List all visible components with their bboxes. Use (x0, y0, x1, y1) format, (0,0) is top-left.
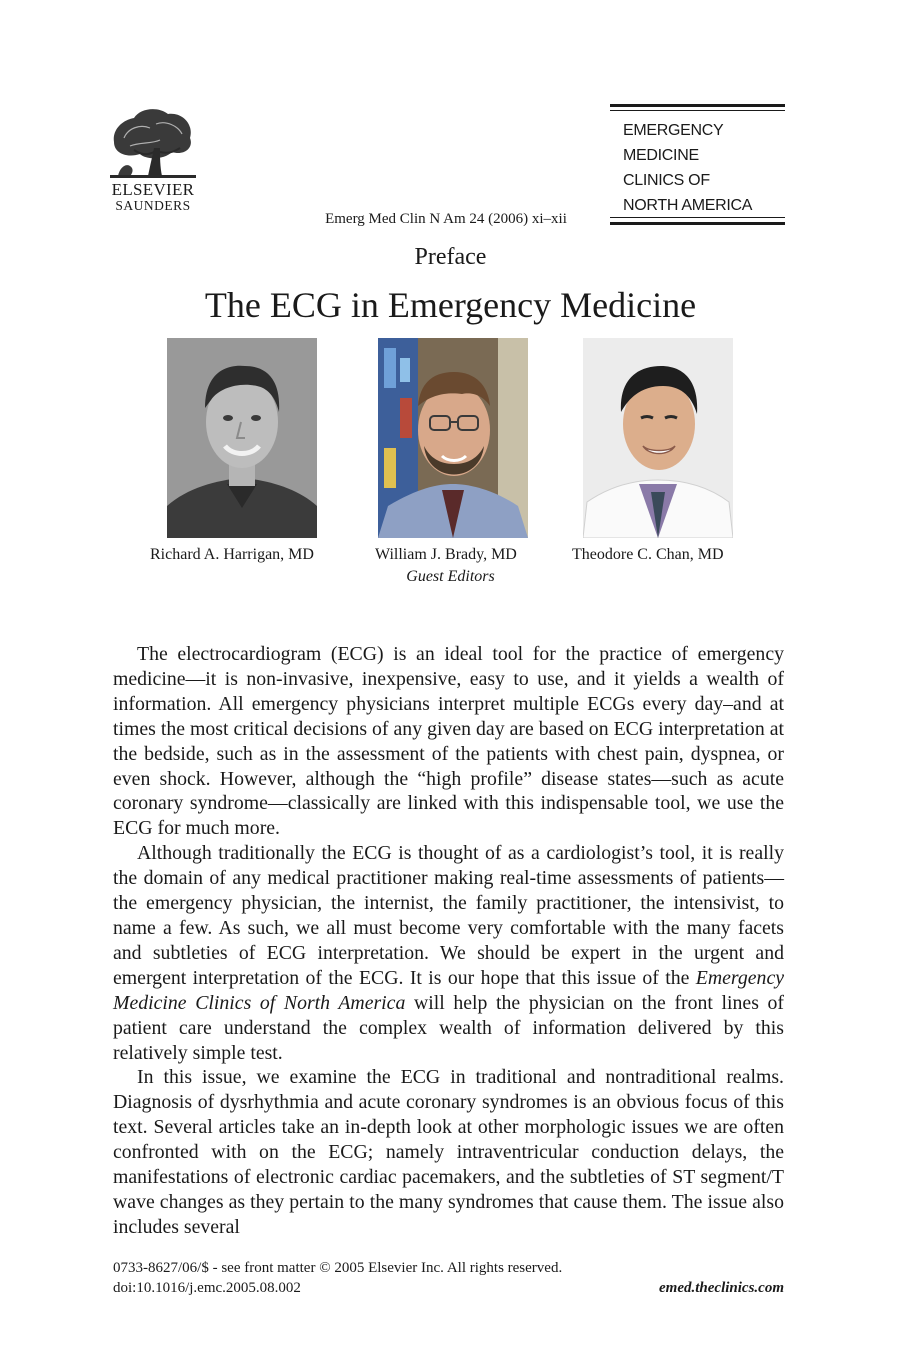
top-rule (610, 104, 785, 107)
editor-photo-brady (378, 338, 528, 538)
journal-name-italic: Emergency Medicine Clinics of North America (113, 966, 784, 1014)
article-title: The ECG in Emergency Medicine (204, 285, 697, 325)
elsevier-tree-icon (110, 104, 196, 178)
journal-masthead (610, 104, 785, 226)
editor-name: Theodore C. Chan, MD (572, 546, 724, 563)
editor-name: William J. Brady, MD (375, 546, 517, 563)
body-text: will help the physician on the front lines of patient care understand the complex wealth of information delivered by this relatively simple test. (113, 991, 784, 1064)
body-text: Although traditionally the ECG is thought of as a cardiologist’s tool, it is really the domain of any medical practitioner making real-time assessments of patients—the emergency physician, the internist, the family practitioner, the intensivist, to name a few. As such, we all must become very comfortable with the many facets and subtleties of ECG interpretation. We should be expert in the urgent and emergent interpretation of the ECG. It is our hope that this issue of the (113, 842, 784, 989)
doi-text: doi:10.1016/j.emc.2005.08.002 (113, 1280, 301, 1296)
journal-url-link[interactable]: emed.theclinics.com (659, 1280, 784, 1296)
page-footer (113, 1258, 784, 1298)
publisher-name: ELSEVIER (111, 180, 195, 199)
guest-editors-label: Guest Editors (406, 568, 495, 585)
journal-line: NORTH AMERICA (623, 197, 753, 214)
body-paragraph: In this issue, we examine the ECG in traditional and nontraditional realms. Diagnosis of dysrhythmia and acute coronary syndromes is an obvious focus of this text. Several articles take an in-depth look at other morphologic issues we are often confronted with on the ECG; namely intraventricular conduction delays, the manifestations of electronic cardiac pacemakers, and the subtleties of ST segment/T wave changes as they pertain to the many syndromes that cause them. The issue also includes several (113, 1066, 784, 1238)
publisher-logo (110, 104, 196, 214)
body-paragraph: The electrocardiogram (ECG) is an ideal tool for the practice of emergency medicine—it is non-invasive, inexpensive, easy to use, and it yields a wealth of information. All emergency physicians interpret multiple ECGs every day–and at times the most critical decisions of any given day are based on ECG interpretation at the bedside, such as in the assessment of the patients with chest pain, dyspnea, or even shock. However, although the “high profile” disease states—such as acute coronary syndrome—classically are linked with this indispensable tool, we use the ECG for much more. (113, 643, 784, 840)
bottom-rule (610, 222, 785, 225)
journal-citation: Emerg Med Clin N Am 24 (2006) xi–xii (325, 211, 567, 227)
editor-name: Richard A. Harrigan, MD (150, 546, 314, 563)
body-paragraph (113, 841, 784, 1065)
journal-line: EMERGENCY (623, 122, 724, 139)
article-body (113, 642, 784, 1240)
journal-line: MEDICINE (623, 147, 699, 164)
journal-name (623, 118, 752, 218)
top-rule-thin (610, 110, 785, 111)
section-label: Preface (414, 244, 487, 270)
bottom-rule-thin (610, 217, 785, 218)
editor-photo-harrigan (167, 338, 317, 538)
journal-line: CLINICS OF (623, 172, 710, 189)
publisher-imprint: SAUNDERS (115, 198, 191, 213)
editor-photo-chan (583, 338, 733, 538)
copyright-line: 0733-8627/06/$ - see front matter © 2005 Elsevier Inc. All rights reserved. (113, 1260, 563, 1276)
